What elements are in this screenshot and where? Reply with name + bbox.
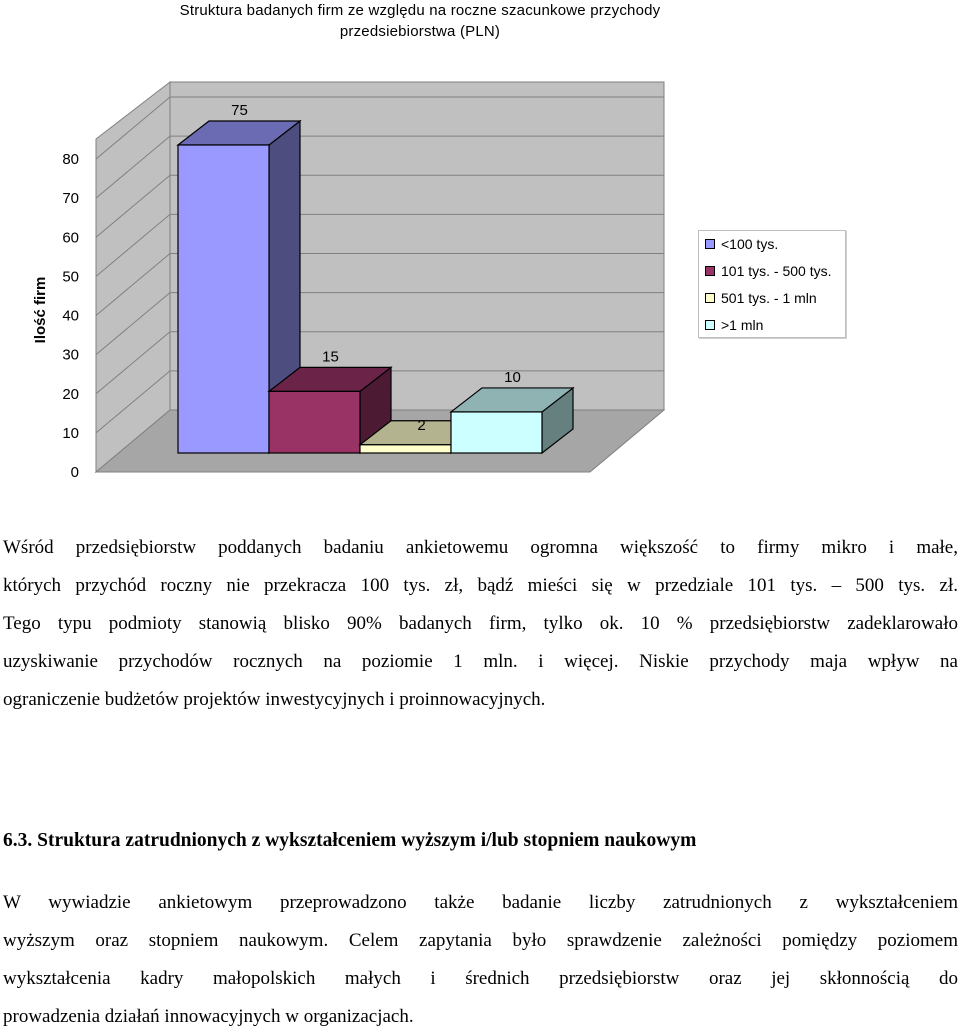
- legend-item-2: [705, 263, 832, 279]
- paragraph-line: ograniczenie budżetów projektów inwestycyjnych i proinnowacyjnych.: [3, 689, 546, 710]
- legend-item-4: [705, 317, 763, 333]
- legend-swatch-1: [705, 239, 715, 249]
- bar: [178, 145, 269, 453]
- paragraph-line: uzyskiwanie przychodów rocznych na poziomie 1 mln. i więcej. Niskie przychody maja wpływ na: [3, 651, 958, 672]
- y-tick-label: 80: [62, 151, 79, 168]
- section-heading: 6.3. Struktura zatrudnionych z wykształceniem wyższym i/lub stopniem naukowym: [3, 830, 697, 851]
- paragraph-line: Tego typu podmioty stanowią blisko 90% badanych firm, tylko ok. 10 % przedsiębiorstw zadeklarowało: [3, 613, 958, 634]
- paragraph-line: W wywiadzie ankietowym przeprowadzono także badanie liczby zatrudnionych z wykształceniem: [3, 892, 958, 913]
- bar: [451, 412, 542, 453]
- chart-title-line-1: Struktura badanych firm ze względu na roczne szacunkowe przychody: [179, 2, 661, 19]
- chart-legend: [698, 230, 846, 338]
- bar-data-label: 2: [417, 417, 426, 434]
- paragraph-line: wyższym oraz stopniem naukowym. Celem zapytania było sprawdzenie zależności pomiędzy poziomem: [3, 930, 958, 951]
- paragraph-line: Wśród przedsiębiorstw poddanych badaniu ankietowemu ogromna większość to firmy mikro i małe,: [3, 537, 958, 558]
- y-tick-label: 20: [62, 385, 79, 403]
- legend-item-3: [705, 290, 817, 306]
- bar: [269, 391, 360, 453]
- y-tick-label: 70: [62, 190, 79, 208]
- paragraph-employment: [3, 884, 958, 1036]
- legend-item-1: [705, 236, 778, 252]
- y-tick-label: 50: [62, 268, 79, 286]
- bar-data-label: 10: [504, 368, 521, 386]
- y-tick-label: 10: [62, 424, 79, 442]
- paragraph-revenue: [3, 529, 958, 719]
- y-tick-label: 0: [70, 464, 79, 481]
- y-tick-label: 60: [62, 229, 79, 247]
- bar-data-label: 75: [231, 102, 248, 119]
- y-axis-label: Ilość firm: [32, 276, 49, 344]
- paragraph-line: których przychód roczny nie przekracza 100 tys. zł, bądź mieści się w przedziale 101 tys. – 500 tys. zł.: [3, 575, 958, 596]
- paragraph-line: prowadzenia działań innowacyjnych w organizacjach.: [3, 1006, 414, 1027]
- legend-label-3: 501 tys. - 1 mln: [721, 290, 817, 306]
- paragraph-line: wykształcenia kadry małopolskich małych i średnich przedsiębiorstw oraz jej skłonnością do: [3, 968, 958, 989]
- chart-side-wall: [96, 82, 170, 472]
- legend-label-2: 101 tys. - 500 tys.: [721, 263, 832, 279]
- legend-swatch-3: [705, 293, 715, 303]
- legend-swatch-2: [705, 266, 715, 276]
- y-tick-label: 30: [62, 346, 79, 364]
- y-tick-label: 40: [62, 307, 79, 325]
- legend-label-4: >1 mln: [721, 317, 764, 333]
- bar-data-label: 15: [322, 348, 339, 366]
- legend-swatch-4: [705, 320, 715, 330]
- legend-label-1: <100 tys.: [721, 236, 779, 252]
- chart-title-line-2: przedsiebiorstwa (PLN): [339, 23, 501, 40]
- bar: [360, 445, 451, 453]
